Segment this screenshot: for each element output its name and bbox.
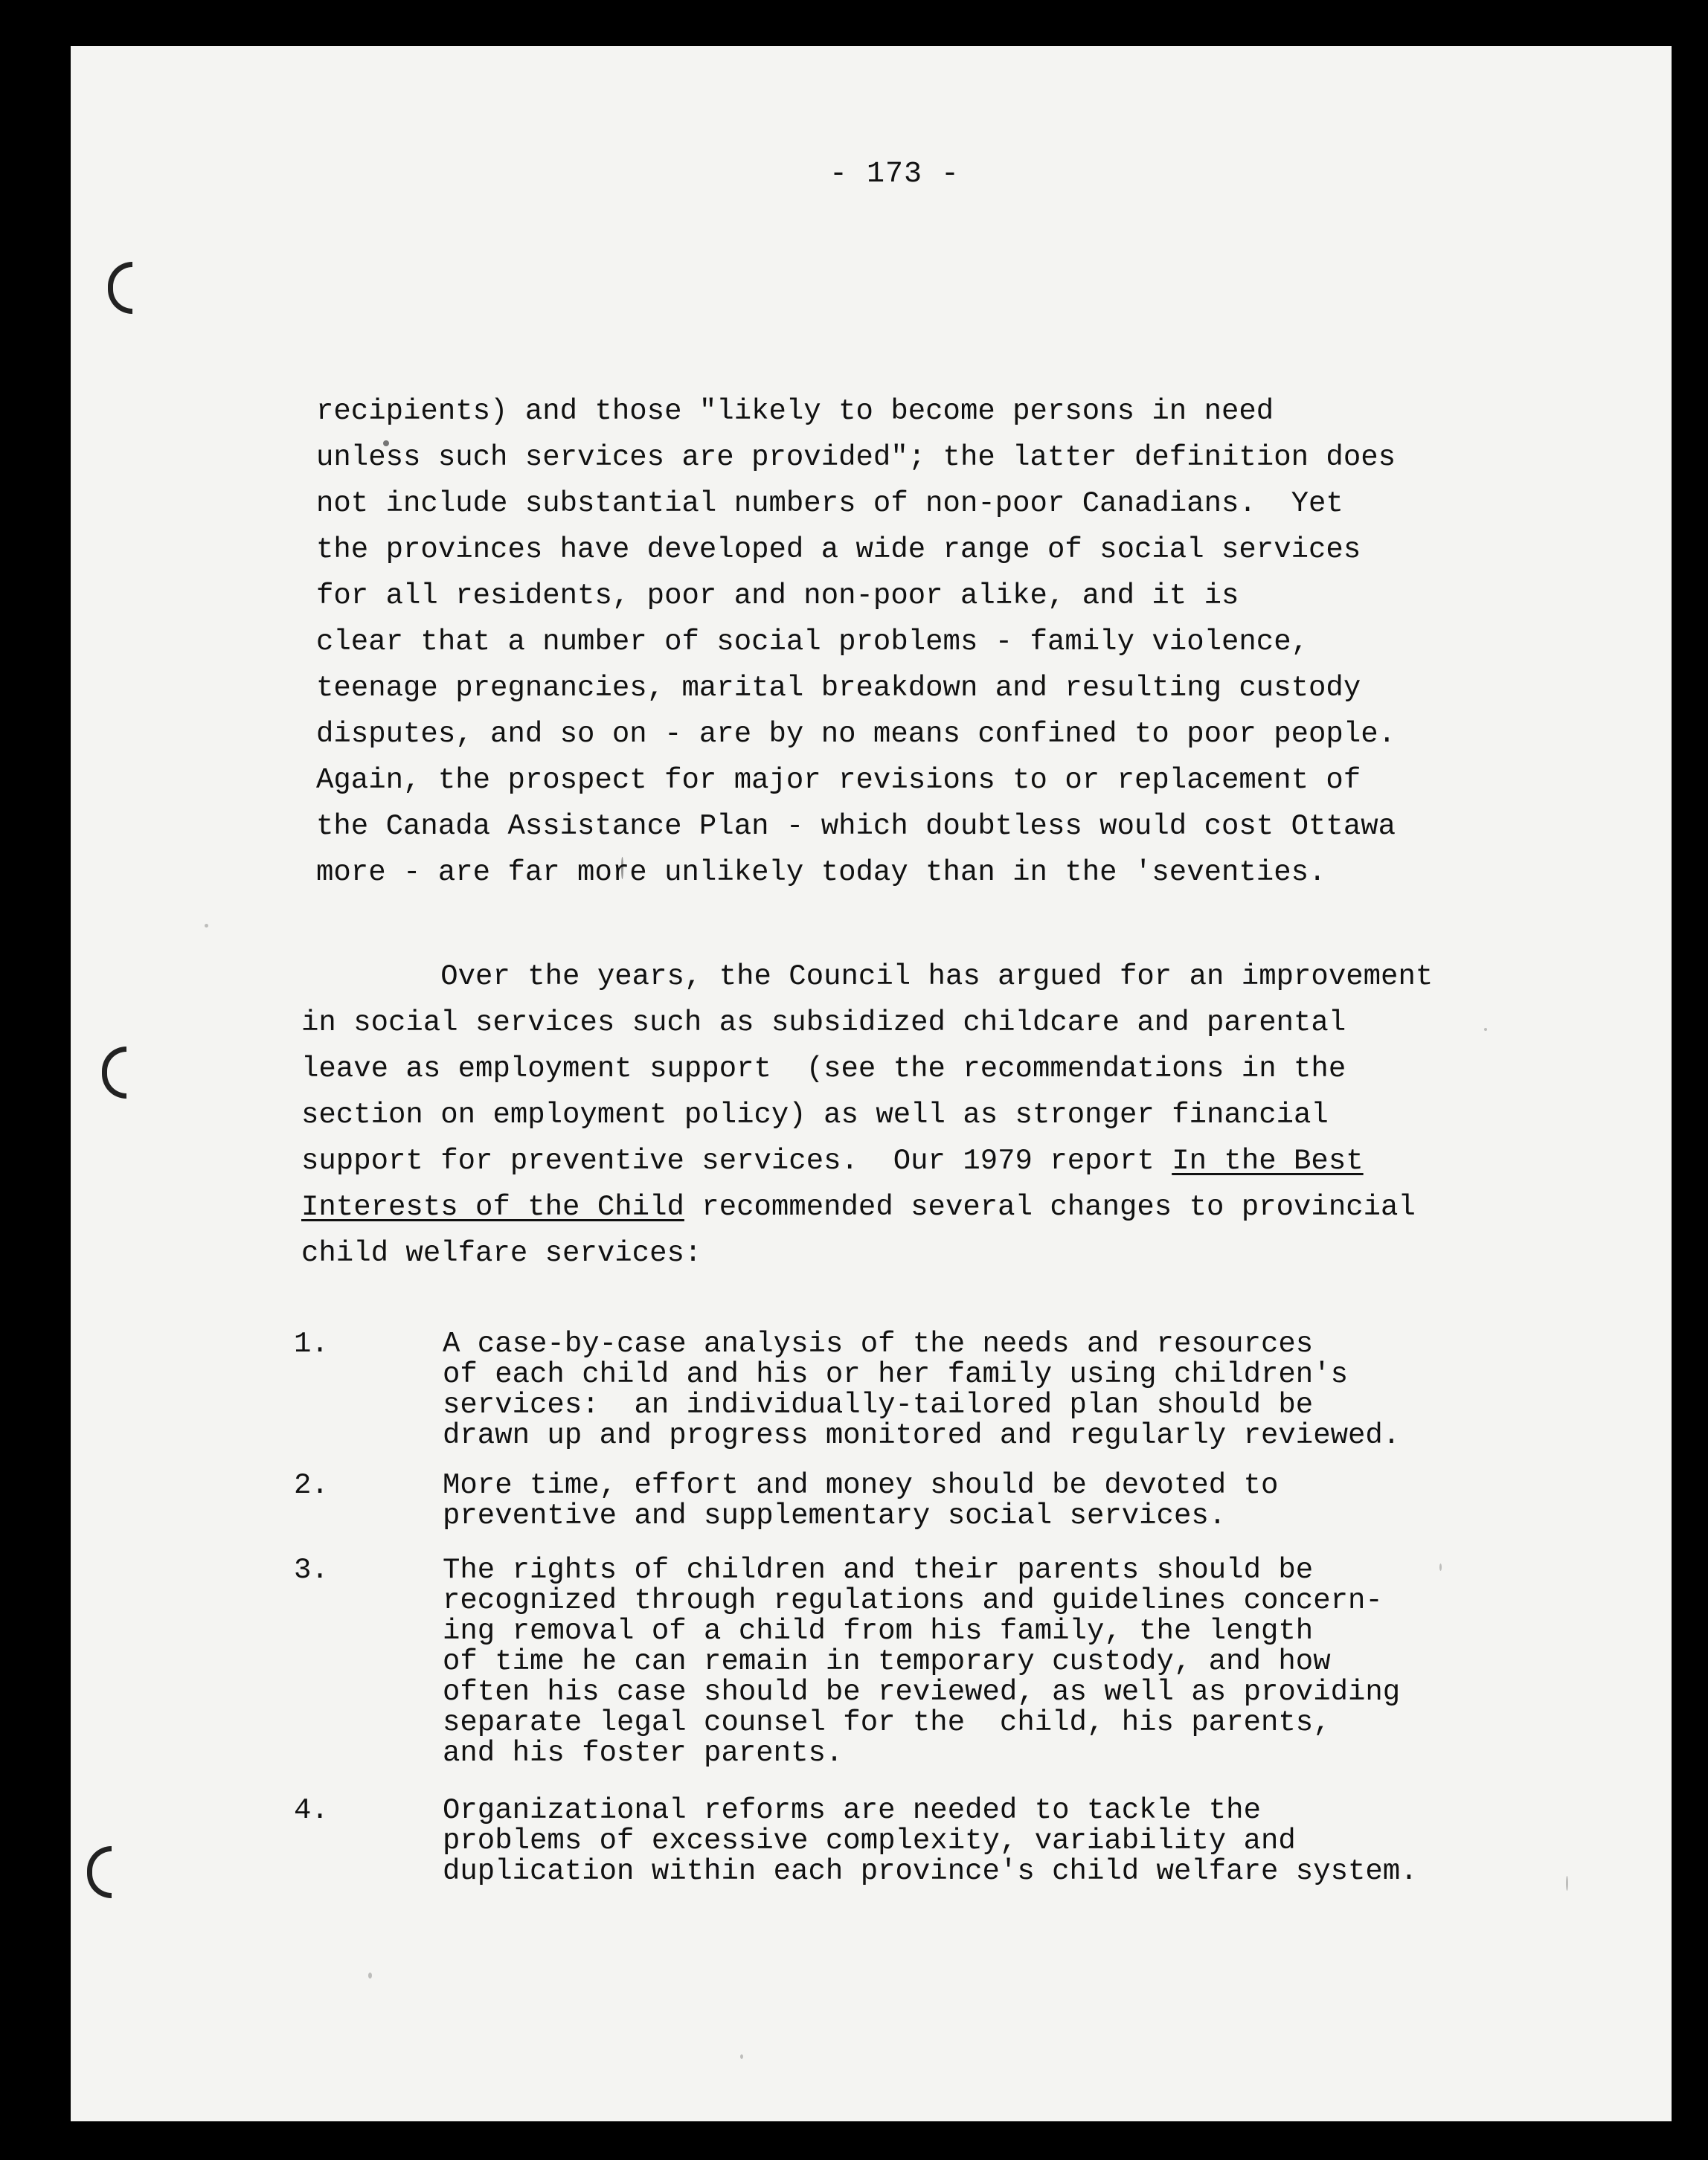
scan-speck <box>205 924 208 928</box>
list-item <box>294 1796 1648 1887</box>
paragraph-continued <box>316 388 1655 896</box>
list-line: More time, effort and money should be devoted to <box>443 1469 1279 1502</box>
paragraph-line <box>301 1184 1663 1230</box>
list-line: separate legal counsel for the child, his parents, <box>443 1706 1331 1739</box>
paragraph-line: disputes, and so on - are by no means confined to poor people. <box>316 718 1396 750</box>
list-line: problems of excessive complexity, variability and <box>443 1825 1296 1857</box>
scan-speck <box>740 2054 743 2059</box>
recommendations-list <box>294 1329 1648 1887</box>
list-line: often his case should be reviewed, as well as providing <box>443 1676 1401 1709</box>
scan-speck <box>368 1973 372 1979</box>
binder-hole-middle <box>102 1047 126 1099</box>
paragraph-line: for all residents, poor and non-poor alike, and it is <box>316 579 1239 612</box>
list-number: 4. <box>294 1794 329 1827</box>
list-line: duplication within each province's child welfare system. <box>443 1855 1418 1888</box>
paragraph-line: section on employment policy) as well as stronger financial <box>301 1099 1329 1131</box>
line-text: recommended several changes to provincial <box>684 1191 1416 1224</box>
list-item-body <box>443 1329 1648 1451</box>
list-item <box>294 1555 1648 1769</box>
paragraph-line: the Canada Assistance Plan - which doubtless would cost Ottawa <box>316 810 1396 843</box>
paragraph-line: leave as employment support (see the recommendations in the <box>301 1052 1346 1085</box>
paragraph-line: more - are far more unlikely today than in the 'seventies. <box>316 856 1326 889</box>
list-line: services: an individually-tailored plan should be <box>443 1389 1314 1421</box>
list-line: preventive and supplementary social services. <box>443 1500 1227 1532</box>
list-line: The rights of children and their parents should be <box>443 1554 1314 1587</box>
list-number: 2. <box>294 1469 329 1502</box>
list-number: 1. <box>294 1328 329 1360</box>
paragraph-council <box>301 954 1663 1276</box>
paragraph-line: teenage pregnancies, marital breakdown and resulting custody <box>316 672 1361 704</box>
paragraph-line: unless such services are provided"; the latter definition does <box>316 441 1396 474</box>
list-number: 3. <box>294 1554 329 1587</box>
list-item-body <box>443 1555 1648 1769</box>
list-item-body <box>443 1470 1648 1531</box>
list-item <box>294 1470 1648 1531</box>
paragraph-line: in social services such as subsidized childcare and parental <box>301 1006 1346 1039</box>
report-title-part2: Interests of the Child <box>301 1191 684 1224</box>
paragraph-line: clear that a number of social problems - family violence, <box>316 626 1309 658</box>
list-line: of time he can remain in temporary custody, and how <box>443 1645 1331 1678</box>
paragraph-line: child welfare services: <box>301 1237 702 1270</box>
paragraph-line: recipients) and those "likely to become persons in need <box>316 395 1274 428</box>
list-line: recognized through regulations and guidelines concern- <box>443 1584 1383 1617</box>
page-number: - 173 - <box>829 158 960 191</box>
list-line: A case-by-case analysis of the needs and resources <box>443 1328 1314 1360</box>
paragraph-line: the provinces have developed a wide range of social services <box>316 533 1361 566</box>
list-line: Organizational reforms are needed to tackle the <box>443 1794 1261 1827</box>
list-line: and his foster parents. <box>443 1737 844 1770</box>
paragraph-line: Again, the prospect for major revisions to or replacement of <box>316 764 1361 797</box>
binder-hole-bottom <box>87 1846 112 1898</box>
list-line: ing removal of a child from his family, the length <box>443 1615 1314 1648</box>
paragraph-line <box>301 1138 1663 1184</box>
list-item-body <box>443 1796 1648 1887</box>
report-title-part1: In the Best <box>1172 1145 1364 1177</box>
line-text: support for preventive services. Our 1979 report <box>301 1145 1172 1177</box>
list-item <box>294 1329 1648 1451</box>
list-line: of each child and his or her family using children's <box>443 1358 1348 1391</box>
document-page <box>71 46 1672 2121</box>
binder-hole-top <box>108 262 132 314</box>
list-line: drawn up and progress monitored and regularly reviewed. <box>443 1419 1401 1452</box>
paragraph-line: not include substantial numbers of non-poor Canadians. Yet <box>316 487 1343 520</box>
paragraph-line: Over the years, the Council has argued for an improvement <box>301 960 1434 993</box>
